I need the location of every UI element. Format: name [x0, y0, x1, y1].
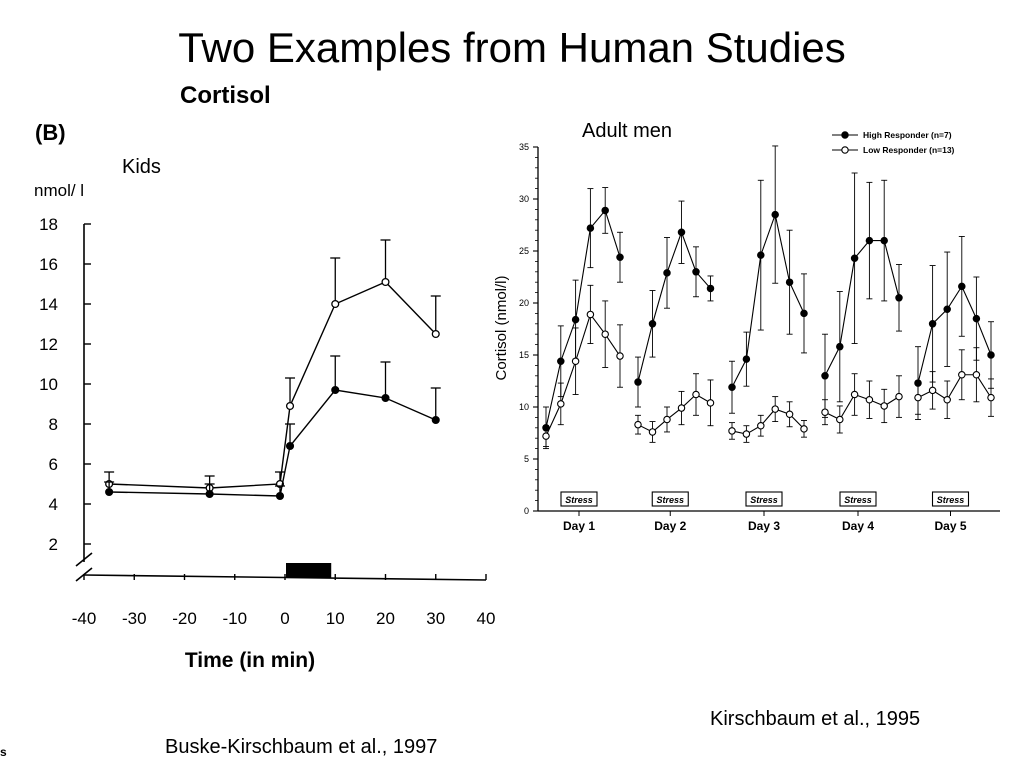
data-point-filled: [707, 285, 713, 291]
data-point-filled: [801, 310, 807, 316]
data-point-open: [881, 403, 887, 409]
legend-marker-filled: [842, 132, 848, 138]
day-label: Day 4: [841, 519, 875, 533]
data-point-open: [635, 421, 641, 427]
y-tick-label: 25: [518, 246, 529, 256]
y-tick-label: 8: [48, 415, 58, 434]
data-point-open: [543, 433, 549, 439]
series-line-filled: [546, 210, 620, 427]
data-point-filled: [693, 269, 699, 275]
data-point-filled: [649, 321, 655, 327]
data-point-filled: [822, 373, 828, 379]
y-tick-label: 20: [518, 298, 529, 308]
series-line-filled: [638, 232, 711, 382]
data-point-filled: [896, 295, 902, 301]
data-point-filled: [678, 229, 684, 235]
x-tick-label: -10: [222, 609, 248, 628]
day-label: Day 3: [747, 519, 781, 533]
x-tick-label: 20: [376, 609, 395, 628]
y-tick-label: 10: [39, 375, 58, 394]
data-point-filled: [944, 306, 950, 312]
y-tick-label: 16: [39, 255, 58, 274]
x-tick-label: 40: [476, 609, 496, 628]
x-tick-label: -20: [172, 609, 197, 628]
data-point-filled: [881, 237, 887, 243]
data-point-open: [866, 397, 872, 403]
panel-label: (B): [35, 120, 66, 145]
y-axis-title: nmol/ l: [34, 181, 85, 200]
day-label: Day 5: [934, 519, 967, 533]
data-point-open: [558, 401, 564, 407]
kids-caption: Kids: [122, 156, 161, 178]
stress-label: Stress: [565, 495, 593, 505]
data-point-filled: [851, 255, 857, 261]
x-tick-label: 10: [325, 609, 345, 628]
data-point-open: [572, 358, 578, 364]
series-line-open: [825, 395, 899, 420]
stress-bar: [286, 563, 331, 578]
y-tick-label: 18: [39, 215, 58, 234]
stress-label: Stress: [750, 495, 778, 505]
data-point-open: [664, 416, 670, 422]
data-point-open: [851, 391, 857, 397]
data-point-filled: [617, 254, 623, 260]
data-point-open: [786, 411, 792, 417]
series-line-filled: [825, 241, 899, 376]
adult-men-caption: Adult men: [582, 120, 673, 142]
data-point-filled: [758, 252, 764, 258]
day-label: Day 1: [562, 519, 596, 533]
data-point-filled: [587, 225, 593, 231]
data-point-filled: [866, 237, 872, 243]
data-point-open: [678, 405, 684, 411]
data-point-filled: [973, 315, 979, 321]
legend-marker-open: [842, 147, 848, 153]
data-point-open: [801, 426, 807, 432]
x-tick-label: 0: [280, 609, 290, 628]
y-tick-label: 14: [39, 295, 58, 314]
y-tick-label: 0: [523, 506, 529, 516]
data-point-filled: [786, 279, 792, 285]
data-point-filled: [743, 356, 749, 362]
legend-label: High Responder (n=7): [863, 130, 952, 140]
data-point-open: [988, 394, 994, 400]
data-point-open: [973, 372, 979, 378]
data-point-filled: [929, 321, 935, 327]
edge-text-fragment: s: [0, 745, 7, 759]
series-line-open: [546, 314, 620, 436]
y-tick-label: 12: [39, 335, 58, 354]
data-point-open: [944, 397, 950, 403]
data-point-filled: [558, 358, 564, 364]
series-line-filled: [732, 215, 804, 388]
stress-label: Stress: [844, 495, 872, 505]
data-point-open: [837, 416, 843, 422]
series-line-open: [918, 375, 991, 400]
data-point-open: [707, 400, 713, 406]
y-tick-label: 35: [518, 142, 529, 152]
y-tick-label: 4: [48, 495, 58, 514]
data-point-open: [617, 353, 623, 359]
data-point-filled: [988, 352, 994, 358]
data-point-open: [929, 387, 935, 393]
data-point-filled: [729, 384, 735, 390]
x-axis-title: Time (in min): [184, 649, 316, 672]
data-point-filled: [959, 283, 965, 289]
data-point-open: [959, 372, 965, 378]
citation-right: Kirschbaum et al., 1995: [710, 708, 921, 730]
data-point-open: [729, 428, 735, 434]
y-tick-label: 10: [518, 402, 529, 412]
data-point-open: [772, 406, 778, 412]
y-tick-label: 6: [48, 455, 58, 474]
stress-label: Stress: [656, 495, 685, 505]
data-point-filled: [602, 207, 608, 213]
stress-label: Stress: [936, 495, 965, 505]
citation-left: Buske-Kirschbaum et al., 1997: [165, 736, 438, 758]
y-tick-label: 15: [518, 350, 529, 360]
x-tick-label: -40: [71, 609, 97, 628]
y-axis-title: Cortisol (nmol/l): [493, 275, 510, 381]
data-point-open: [743, 431, 749, 437]
series-line-open: [638, 395, 711, 432]
data-point-open: [758, 423, 764, 429]
data-point-open: [587, 311, 593, 317]
data-point-open: [896, 393, 902, 399]
y-tick-label: 5: [523, 454, 529, 464]
data-point-filled: [772, 211, 778, 217]
x-tick-label: 30: [426, 609, 446, 628]
data-point-filled: [664, 270, 670, 276]
day-label: Day 2: [654, 519, 687, 533]
series-line-filled: [918, 286, 991, 383]
slide-title: Two Examples from Human Studies: [178, 24, 846, 71]
data-point-filled: [635, 379, 641, 385]
data-point-filled: [572, 316, 578, 322]
data-point-open: [693, 391, 699, 397]
x-tick-label: -30: [121, 609, 147, 628]
cortisol-heading: Cortisol: [180, 82, 271, 109]
data-point-open: [602, 331, 608, 337]
legend-label: Low Responder (n=13): [863, 145, 955, 155]
data-point-open: [915, 394, 921, 400]
y-tick-label: 30: [518, 194, 529, 204]
series-line-open: [732, 409, 804, 434]
data-point-open: [822, 409, 828, 415]
data-point-filled: [837, 343, 843, 349]
y-tick-label: 2: [48, 535, 58, 554]
data-point-open: [649, 429, 655, 435]
